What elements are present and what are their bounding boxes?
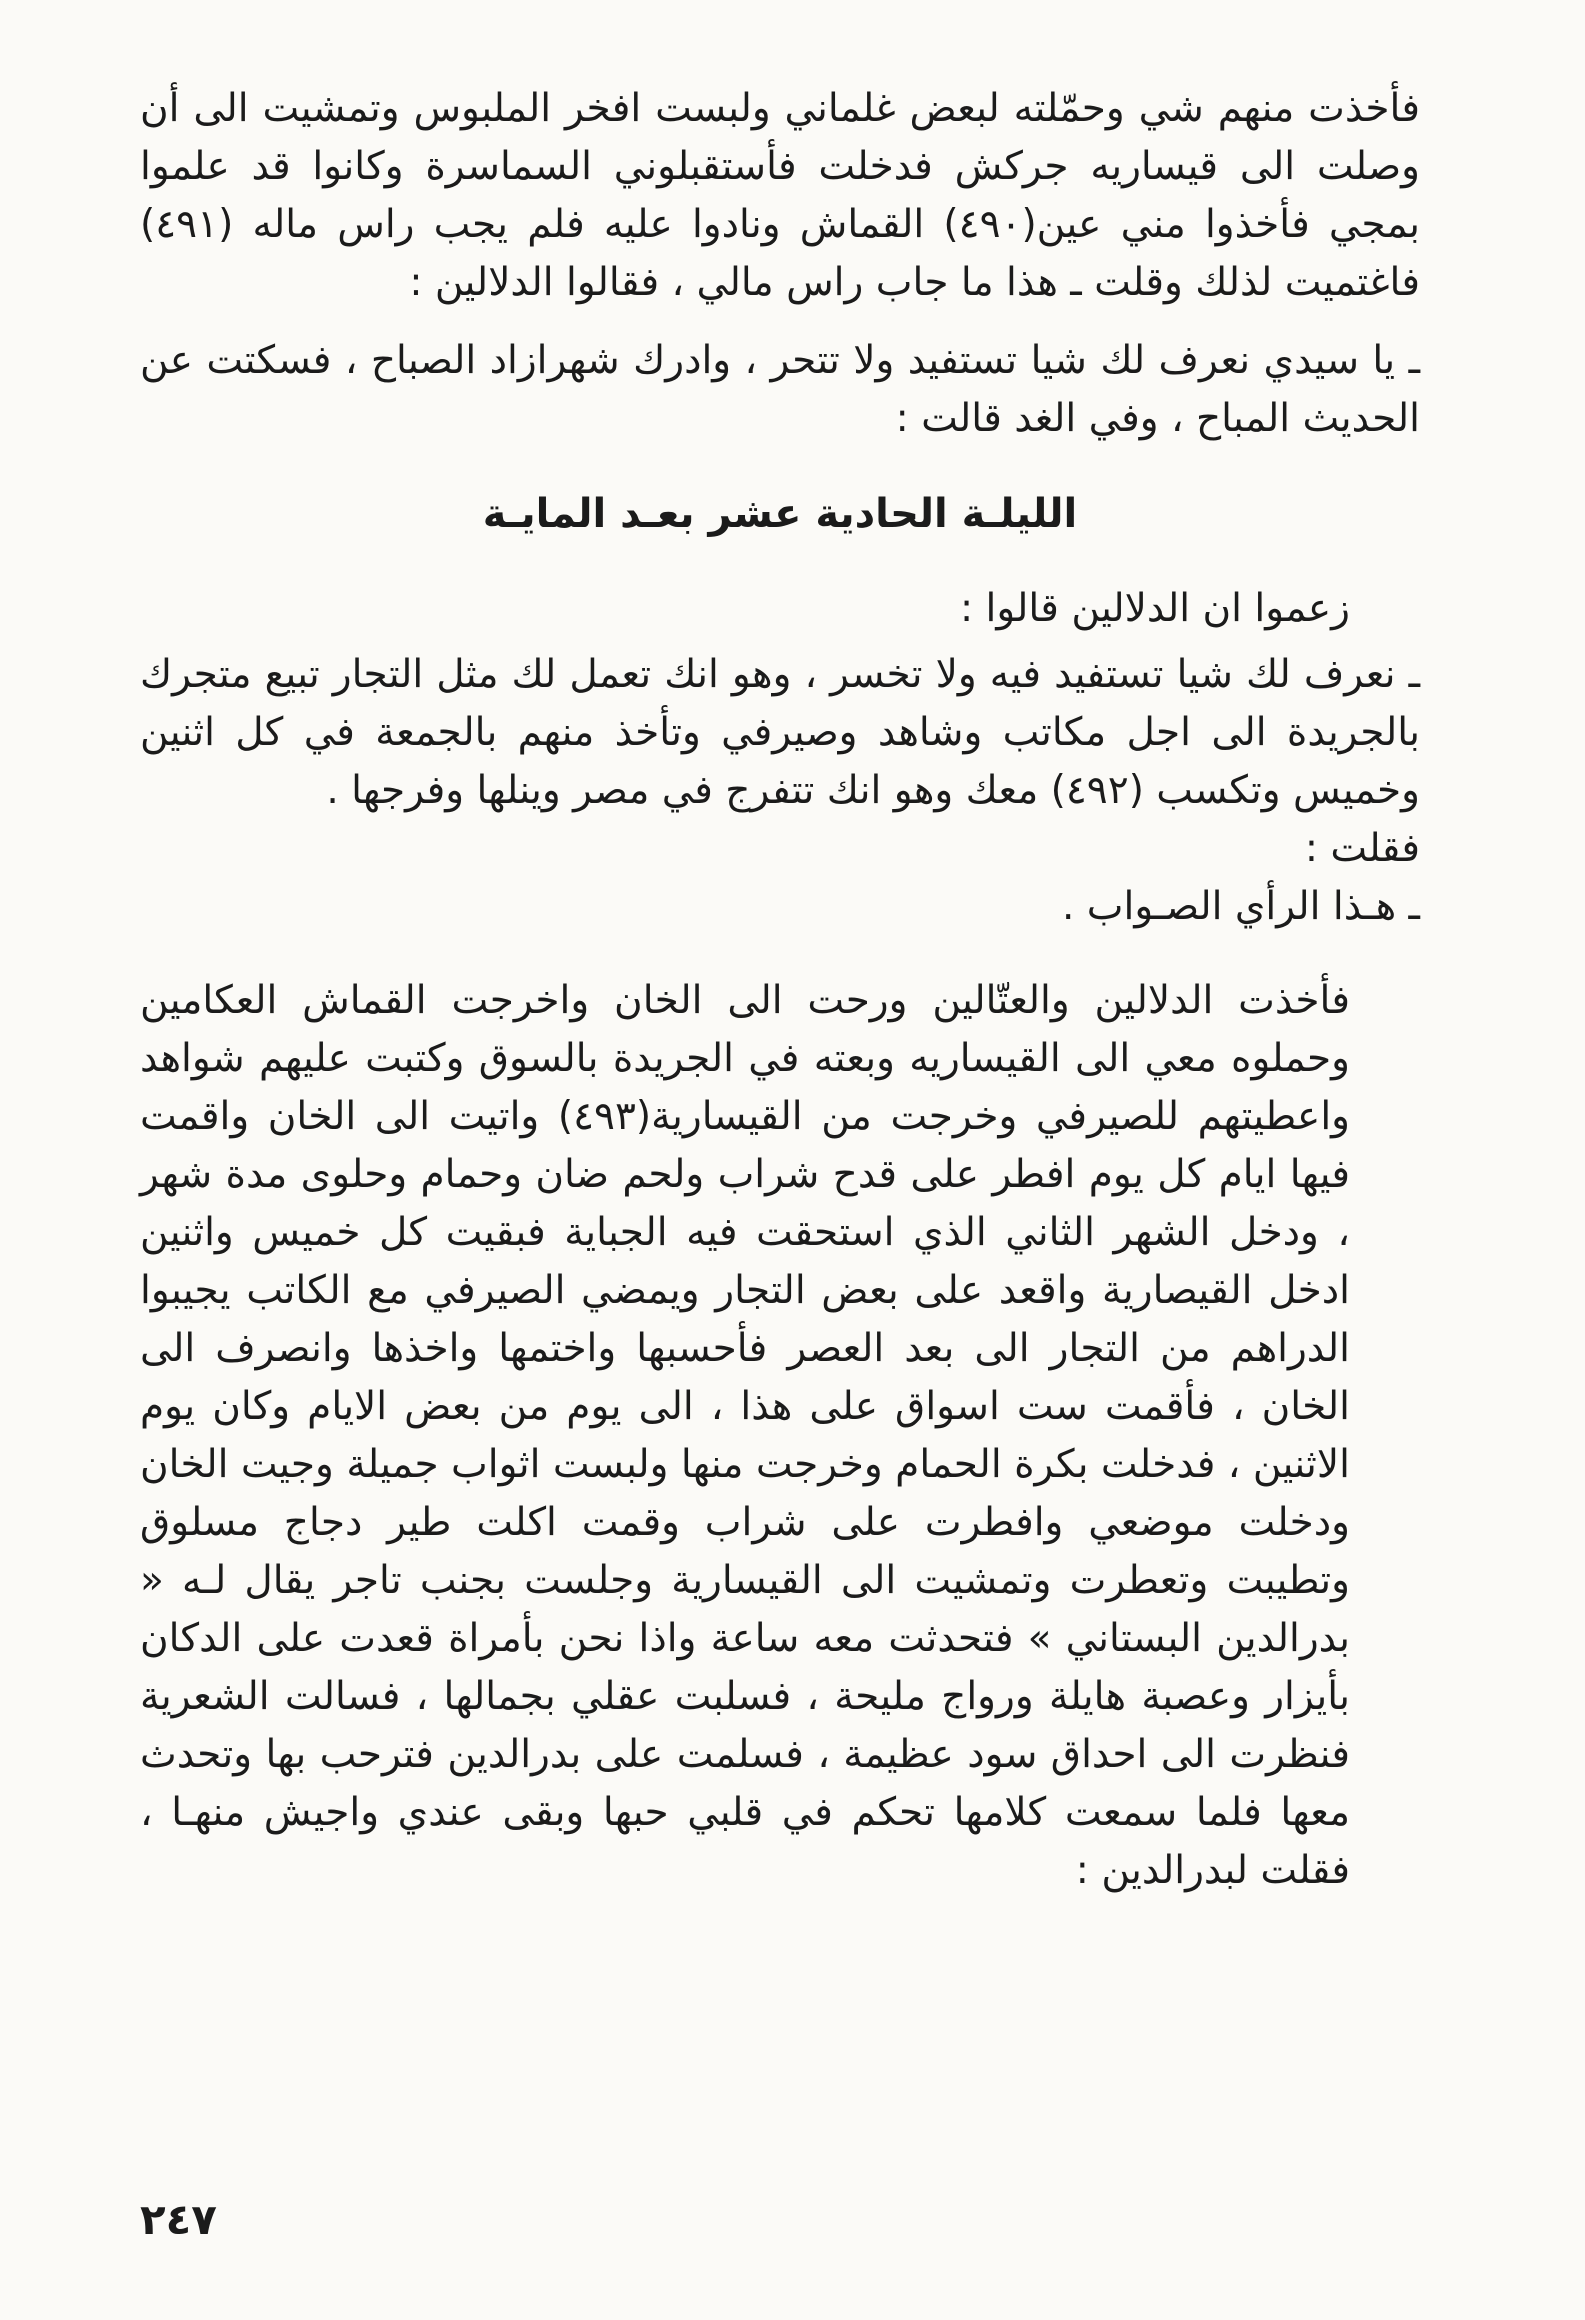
paragraph-1: فأخذت منهم شي وحمّلته لبعض غلماني ولبست افخر الملبوس وتمشيت الى أن وصلت الى قيساريه جركش فدخلت فأستقبلوني السماسرة وكانوا قد علموا بمجي فأخذوا مني عين(٤٩٠) القماش ونادوا عليه فلم يجب راس ماله (٤٩١) فاغتميت لذلك وقلت ـ هذا ما جاب راس مالي ، فقالوا الدلالين : bbox=[140, 86, 1420, 305]
paragraph-7: فأخذت الدلالين والعتّالين ورحت الى الخان واخرجت القماش العكامين وحملوه معي الى القيساريه وبعته في الجريدة بالسوق وكتبت عليهم شواهد واعطيتهم للصيرفي وخرجت من القيسارية(٤٩٣) واتيت الى الخان واقمت فيها ايام كل يوم افطر على قدح شراب ولحم ضان وحمام وحلوى مدة شهر ، ودخل الشهر الثاني الذي استحقت فيه الجباية فبقيت كل خميس واثنين ادخل القيصارية واقعد على بعض التجار ويمضي الصيرفي مع الكاتب يجيبوا الدراهم من التجار الى بعد العصر فأحسبها واختمها واخذها وانصرف الى الخان ، فأقمت ست اسواق على هذا ، الى يوم من بعض الايام وكان يوم الاثنين ، فدخلت بكرة الحمام وخرجت منها ولبست اثواب جميلة وجيت الخان ودخلت موضعي وافطرت على شراب وقمت اكلت طير دجاج مسلوق وتطيبت وتعطرت وتمشيت الى القيسارية وجلست بجنب تاجر يقال لـه « بدرالدين البستاني » فتحدثت معه ساعة واذا نحن بأمراة قعدت على الدكان بأيزار وعصبة هايلة ورواج مليحة ، فسلبت عقلي بجمالها ، فسالت الشعرية فنظرت الى احداق سود عظيمة ، فسلمت على بدرالدين فترحب بها وتحدث معها فلما سمعت كلامها تحكم في قلبي حبها وبقى عندي واجيش منهـا ، فقلت لبدرالدين : bbox=[140, 978, 1350, 1893]
paragraph-2: ـ يا سيدي نعرف لك شيا تستفيد ولا تتحر ، وادرك شهرازاد الصباح ، فسكتت عن الحديث المباح ، وفي الغد قالت : bbox=[140, 338, 1420, 441]
paragraph-3: زعموا ان الدلالين قالوا : bbox=[960, 586, 1350, 631]
paragraph-5: فقلت : bbox=[1304, 826, 1420, 871]
chapter-heading: الليلـة الحادية عشر بعـد المايـة bbox=[482, 491, 1078, 537]
page-number: ٢٤٧ bbox=[140, 2195, 217, 2244]
paragraph-6: ـ هـذا الرأي الصـواب . bbox=[1062, 884, 1420, 929]
page-body bbox=[140, 80, 1420, 1900]
paragraph-4: ـ نعرف لك شيا تستفيد فيه ولا تخسر ، وهو انك تعمل لك مثل التجار تبيع متجرك بالجريدة الى اجل مكاتب وشاهد وصيرفي وتأخذ منهم بالجمعة في كل اثنين وخميس وتكسب (٤٩٢) معك وهو انك تتفرج في مصر وينلها وفرجها . bbox=[140, 652, 1420, 813]
